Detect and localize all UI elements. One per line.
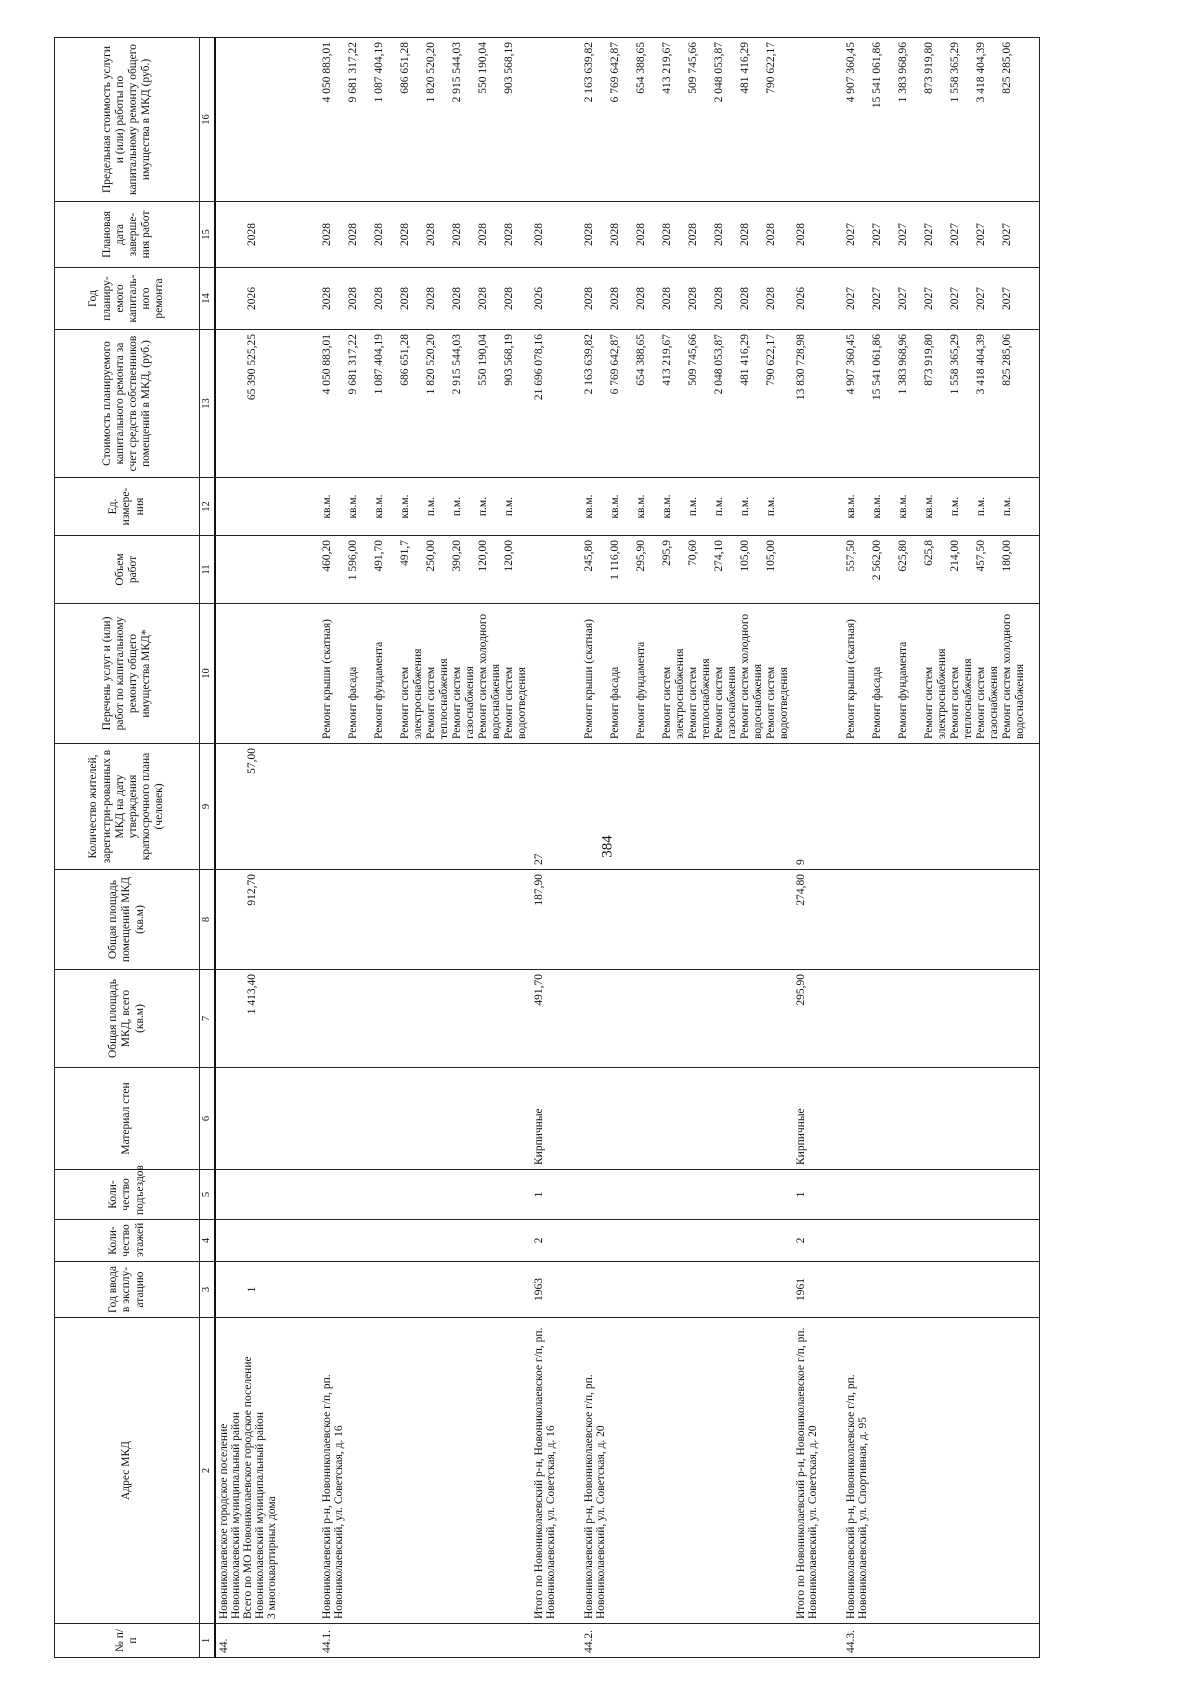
work-unit: [843, 478, 1039, 536]
table-body: [215, 38, 1039, 1658]
column-number: 16: [200, 38, 216, 202]
house-row: [843, 38, 1039, 1658]
work-unit-value: кв.м.: [609, 494, 621, 519]
total-area: 295,90: [793, 970, 843, 1068]
header-row: [55, 38, 200, 1658]
work-limit-value: 825 285,06: [1001, 42, 1013, 94]
total-entrances: 1: [793, 1170, 843, 1220]
work-unit-value: п.м.: [451, 496, 463, 517]
work-name: Ремонт систем холодного водоснабжения: [739, 613, 764, 739]
empty-cell: [843, 970, 1039, 1068]
empty-cell: [581, 970, 793, 1068]
intro-cost: 65 390 525,25: [215, 330, 319, 478]
work-year-value: 2028: [661, 287, 673, 310]
header-cell-10: Перечень услуг и (или) работ по капитальному ремонту общего имущества МКД*: [55, 604, 200, 744]
work-volume: [843, 536, 1039, 604]
work-limit-value: 790 622,17: [765, 42, 777, 94]
work-unit-value: кв.м.: [923, 494, 935, 519]
work-finish: [319, 202, 531, 268]
intro-number: 44.: [215, 1624, 319, 1658]
work-cost-value: 825 285,06: [1001, 334, 1013, 386]
total-repair-year: 2026: [793, 268, 843, 330]
work-year-value: 2028: [687, 287, 699, 310]
work-finish-value: 2028: [687, 223, 699, 246]
work-year-value: 2028: [765, 287, 777, 310]
work-year-value: 2028: [321, 287, 333, 310]
house-total-row: [531, 38, 581, 1658]
work-volume-value: 120,00: [477, 540, 489, 572]
work-name: Ремонт крыши (скатная): [321, 619, 333, 739]
work-volume-value: 120,00: [503, 540, 515, 572]
work-cost-value: 413 219,67: [661, 334, 673, 386]
work-finish-value: 2028: [477, 223, 489, 246]
work-year-value: 2028: [373, 287, 385, 310]
work-year-value: 2028: [399, 287, 411, 310]
work-year-value: 2027: [845, 287, 857, 310]
house-number: 44.2.: [581, 1624, 793, 1658]
work-finish-value: 2028: [373, 223, 385, 246]
total-premises-area: 274,80: [793, 870, 843, 970]
capital-repair-table: [54, 37, 1040, 1658]
work-unit-value: кв.м.: [347, 494, 359, 519]
empty-cell: [581, 1170, 793, 1220]
work-name: Ремонт фасада: [347, 666, 359, 739]
work-volume-value: 457,50: [975, 540, 987, 572]
total-material: Кирпичные: [793, 1068, 843, 1170]
work-unit-value: п.м.: [687, 496, 699, 517]
column-number: 2: [200, 1318, 216, 1624]
work-year: [581, 268, 793, 330]
work-year-value: 2027: [975, 287, 987, 310]
intro-year: 1: [215, 1262, 319, 1318]
work-cost: [843, 330, 1039, 478]
work-limit-value: 873 919,80: [923, 42, 935, 94]
header-cell-6: Материал стен: [55, 1068, 200, 1170]
work-year-value: 2028: [503, 287, 515, 310]
work-volume-value: 70,60: [687, 540, 699, 566]
work-finish-value: 2028: [583, 223, 595, 246]
empty-cell: [581, 1262, 793, 1318]
work-cost-value: 790 622,17: [765, 334, 777, 386]
work-limit-value: 15 541 061,86: [871, 42, 883, 109]
work-volume-value: 625,8: [923, 540, 935, 566]
work-limit: [319, 38, 531, 202]
work-cost-value: 4 907 360,45: [845, 334, 857, 395]
empty-cell: [843, 1262, 1039, 1318]
header-cell-13: Стоимость планируемого капитального ремонта за счет средств собственников помещений в МКД, (руб.): [55, 330, 200, 478]
work-name: Ремонт систем электроснабжения: [399, 648, 424, 739]
work-unit-value: п.м.: [477, 496, 489, 517]
work-cost: [319, 330, 531, 478]
work-cost-value: 2 048 053,87: [713, 334, 725, 395]
work-limit-value: 481 416,29: [739, 42, 751, 94]
work-year-value: 2028: [425, 287, 437, 310]
work-finish-value: 2028: [503, 223, 515, 246]
work-cost-value: 903 568,19: [503, 334, 515, 386]
work-finish-value: 2027: [975, 223, 987, 246]
work-volume-value: 491,7: [399, 540, 411, 566]
work-unit-value: кв.м.: [897, 494, 909, 519]
column-number: 3: [200, 1262, 216, 1318]
work-limit-value: 2 048 053,87: [713, 42, 725, 103]
column-number: 10: [200, 604, 216, 744]
work-year: [319, 268, 531, 330]
work-finish-value: 2028: [321, 223, 333, 246]
work-cost-value: 6 769 642,87: [609, 334, 621, 395]
work-finish-value: 2027: [897, 223, 909, 246]
work-year-value: 2028: [713, 287, 725, 310]
work-unit-value: п.м.: [713, 496, 725, 517]
work-limit-value: 686 651,28: [399, 42, 411, 94]
work-name: Ремонт фундамента: [635, 641, 647, 739]
empty-cell: [531, 604, 581, 744]
work-volume-value: 460,20: [321, 540, 333, 572]
total-cost: 13 830 728,98: [793, 330, 843, 478]
work-list: [581, 604, 793, 744]
empty-cell: [843, 1170, 1039, 1220]
work-cost-value: 686 651,28: [399, 334, 411, 386]
work-finish-value: 2028: [425, 223, 437, 246]
work-name: Ремонт систем холодного водоснабжения: [1001, 613, 1026, 739]
work-limit-value: 2 915 544,03: [451, 42, 463, 103]
empty-cell: [319, 1220, 531, 1262]
work-finish-value: 2028: [713, 223, 725, 246]
column-number: 4: [200, 1220, 216, 1262]
header-cell-4: Коли-чество этажей: [55, 1220, 200, 1262]
header-cell-1: № п/п: [55, 1624, 200, 1658]
work-year-value: 2028: [477, 287, 489, 310]
work-limit-value: 4 050 883,01: [321, 42, 333, 103]
work-unit-value: п.м.: [503, 496, 515, 517]
work-cost-value: 9 681 317,22: [347, 334, 359, 395]
work-finish-value: 2027: [949, 223, 961, 246]
total-label: Итого по Новониколаевский р-н, Новониколаевское г/п, рп. Новониколаевский, ул. Советская, д. 20: [793, 1318, 843, 1624]
column-number: 6: [200, 1068, 216, 1170]
work-limit-value: 654 388,65: [635, 42, 647, 94]
work-name: Ремонт систем газоснабжения: [975, 666, 1000, 739]
header-cell-3: Год ввода в эксплу-атацию: [55, 1262, 200, 1318]
work-year-value: 2028: [347, 287, 359, 310]
empty-cell: [793, 536, 843, 604]
work-volume-value: 295,90: [635, 540, 647, 572]
empty-cell: [319, 1068, 531, 1170]
empty-cell: [531, 38, 581, 202]
column-number: 5: [200, 1170, 216, 1220]
work-cost-value: 2 163 639,82: [583, 334, 595, 395]
total-finish-year: 2028: [793, 202, 843, 268]
work-finish-value: 2027: [1001, 223, 1013, 246]
work-volume-value: 625,80: [897, 540, 909, 572]
empty-cell: [531, 536, 581, 604]
column-number: 8: [200, 870, 216, 970]
work-cost-value: 654 388,65: [635, 334, 647, 386]
work-year-value: 2028: [635, 287, 647, 310]
work-volume-value: 2 562,00: [871, 540, 883, 581]
work-year: [843, 268, 1039, 330]
work-year-value: 2028: [739, 287, 751, 310]
intro-line: Новониколаевский муниципальный район: [254, 1411, 266, 1619]
work-limit: [581, 38, 793, 202]
work-name: Ремонт систем газоснабжения: [713, 666, 738, 739]
intro-premises-area: 912,70: [215, 870, 319, 970]
house-number: 44.3.: [843, 1624, 1039, 1658]
empty-cell: [581, 1220, 793, 1262]
total-year: 1961: [793, 1262, 843, 1318]
work-name: Ремонт систем теплоснабжения: [425, 658, 450, 739]
rotated-page: [54, 38, 1146, 1658]
work-volume-value: 295,9: [661, 540, 673, 566]
empty-cell: [531, 478, 581, 536]
work-cost-value: 2 915 544,03: [451, 334, 463, 395]
intro-total-area: 1 413,40: [215, 970, 319, 1068]
house-row: [581, 38, 793, 1658]
work-cost-value: 550 190,04: [477, 334, 489, 386]
work-unit-value: кв.м.: [845, 494, 857, 519]
total-finish-year: 2028: [531, 202, 581, 268]
work-cost-value: 1 820 520,20: [425, 334, 437, 395]
intro-finish-year: 2028: [215, 202, 319, 268]
house-address: Новониколаевский р-н, Новониколаевское г/п, рп. Новониколаевский, ул. Советская, д. 20: [581, 1318, 793, 1624]
work-limit-value: 3 418 404,39: [975, 42, 987, 103]
work-cost-value: 4 050 883,01: [321, 334, 333, 395]
district-intro-row: [215, 38, 319, 1658]
intro-line: 3 многоквартирных дома: [266, 1496, 278, 1619]
header-cell-12: Ед. измере-ния: [55, 478, 200, 536]
work-unit-value: п.м.: [1001, 496, 1013, 517]
work-limit-value: 550 190,04: [477, 42, 489, 94]
work-limit-value: 1 383 968,96: [897, 42, 909, 103]
work-name: Ремонт фасада: [871, 666, 883, 739]
page-number: 384: [599, 835, 616, 858]
work-unit-value: кв.м.: [871, 494, 883, 519]
work-limit-value: 2 163 639,82: [583, 42, 595, 103]
column-number: 13: [200, 330, 216, 478]
work-cost: [581, 330, 793, 478]
work-unit-value: п.м.: [765, 496, 777, 517]
work-cost-value: 481 416,29: [739, 334, 751, 386]
work-year-value: 2027: [1001, 287, 1013, 310]
intro-line: Новониколаевский муниципальный район: [230, 1411, 242, 1619]
work-year-value: 2027: [949, 287, 961, 310]
work-unit: [319, 478, 531, 536]
total-floors: 2: [531, 1220, 581, 1262]
work-finish-value: 2028: [347, 223, 359, 246]
work-unit-value: кв.м.: [399, 494, 411, 519]
work-finish: [581, 202, 793, 268]
work-limit-value: 6 769 642,87: [609, 42, 621, 103]
work-unit-value: п.м.: [949, 496, 961, 517]
empty-cell: [843, 1068, 1039, 1170]
work-volume-value: 250,00: [425, 540, 437, 572]
total-repair-year: 2026: [531, 268, 581, 330]
work-volume: [319, 536, 531, 604]
empty-cell: [581, 1068, 793, 1170]
work-volume: [581, 536, 793, 604]
work-name: Ремонт крыши (скатная): [583, 619, 595, 739]
header-cell-14: Год планиру-емого капиталь-ного ремонта: [55, 268, 200, 330]
work-volume-value: 1 116,00: [609, 540, 621, 580]
work-cost-value: 15 541 061,86: [871, 334, 883, 401]
work-limit-value: 1 087 404,19: [373, 42, 385, 103]
work-unit-value: п.м.: [425, 496, 437, 517]
empty-cell: [319, 970, 531, 1068]
total-entrances: 1: [531, 1170, 581, 1220]
work-finish-value: 2028: [399, 223, 411, 246]
work-volume-value: 180,00: [1001, 540, 1013, 572]
intro-repair-year: 2026: [215, 268, 319, 330]
house-row: [319, 38, 531, 1658]
intro-residents: 57,00: [215, 744, 319, 870]
header-cell-7: Общая площадь МКД, всего (кв.м): [55, 970, 200, 1068]
total-residents: 27: [531, 744, 581, 870]
column-number: 15: [200, 202, 216, 268]
work-year-value: 2027: [871, 287, 883, 310]
work-limit-value: 4 907 360,45: [845, 42, 857, 103]
work-name: Ремонт систем электроснабжения: [661, 648, 686, 739]
work-volume-value: 274,10: [713, 540, 725, 572]
total-cost: 21 696 078,16: [531, 330, 581, 478]
work-volume-value: 214,00: [949, 540, 961, 572]
work-finish: [843, 202, 1039, 268]
column-number: 7: [200, 970, 216, 1068]
work-name: Ремонт крыши (скатная): [845, 619, 857, 739]
work-finish-value: 2028: [635, 223, 647, 246]
total-year: 1963: [531, 1262, 581, 1318]
work-list: [319, 604, 531, 744]
column-number: 11: [200, 536, 216, 604]
work-volume-value: 491,70: [373, 540, 385, 572]
intro-lines: [215, 1318, 319, 1624]
work-unit: [581, 478, 793, 536]
column-number: 9: [200, 744, 216, 870]
work-unit-value: кв.м.: [635, 494, 647, 519]
house-address: Новониколаевский р-н, Новониколаевское г/п, рп. Новониколаевский, ул. Спортивная, д. 95: [843, 1318, 1039, 1624]
empty-cell: [793, 38, 843, 202]
intro-line: Всего по МО Новониколаевское городское поселение: [242, 1356, 254, 1619]
work-name: Ремонт систем теплоснабжения: [949, 658, 974, 739]
work-name: Ремонт фундамента: [897, 641, 909, 739]
empty-cell: [843, 1220, 1039, 1262]
work-finish-value: 2027: [871, 223, 883, 246]
work-cost-value: 3 418 404,39: [975, 334, 987, 395]
work-name: Ремонт систем водоотведения: [503, 666, 528, 739]
work-list: [843, 604, 1039, 744]
column-number: 14: [200, 268, 216, 330]
work-finish-value: 2028: [739, 223, 751, 246]
work-volume-value: 557,50: [845, 540, 857, 572]
total-premises-area: 187,90: [531, 870, 581, 970]
header-cell-9: Количество жителей, зарегистри-рованных в МКД на дату утверждения краткосрочного плана (человек): [55, 744, 200, 870]
work-unit-value: кв.м.: [661, 494, 673, 519]
total-area: 491,70: [531, 970, 581, 1068]
work-limit: [843, 38, 1039, 202]
empty-cell: [793, 604, 843, 744]
work-name: Ремонт систем электроснабжения: [923, 648, 948, 739]
header-cell-2: Адрес МКД: [55, 1318, 200, 1624]
header-cell-16: Предельная стоимость услуги и (или) работы по капитальному ремонту общего имущества в МКД (руб.): [55, 38, 200, 202]
empty-cell: [793, 1624, 843, 1658]
empty-cell: [531, 1624, 581, 1658]
header-cell-5: Коли-чество подъездов: [55, 1170, 200, 1220]
house-address: Новониколаевский р-н, Новониколаевское г/п, рп. Новониколаевский, ул. Советская, д. 16: [319, 1318, 531, 1624]
work-year-value: 2028: [583, 287, 595, 310]
total-label: Итого по Новониколаевский р-н, Новониколаевское г/п, рп. Новониколаевский, ул. Советская, д. 16: [531, 1318, 581, 1624]
work-finish-value: 2028: [609, 223, 621, 246]
empty-cell: [319, 870, 531, 970]
work-finish-value: 2028: [451, 223, 463, 246]
empty-cell: [581, 870, 793, 970]
empty-cell: [843, 744, 1039, 870]
header-cell-11: Объем работ: [55, 536, 200, 604]
work-limit-value: 9 681 317,22: [347, 42, 359, 103]
work-cost-value: 1 558 365,29: [949, 334, 961, 395]
column-number: 12: [200, 478, 216, 536]
work-unit-value: кв.м.: [321, 494, 333, 519]
work-name: Ремонт фундамента: [373, 641, 385, 739]
work-volume-value: 390,20: [451, 540, 463, 572]
empty-cell: [319, 1262, 531, 1318]
work-unit-value: кв.м.: [583, 494, 595, 519]
work-finish-value: 2027: [923, 223, 935, 246]
work-name: Ремонт систем водоотведения: [765, 666, 790, 739]
work-limit-value: 903 568,19: [503, 42, 515, 94]
intro-line: Новониколаевское городское поселение: [218, 1423, 230, 1619]
work-name: Ремонт систем теплоснабжения: [687, 658, 712, 739]
work-limit-value: 1 558 365,29: [949, 42, 961, 103]
empty-cell: [319, 1170, 531, 1220]
empty-cell: [581, 744, 793, 870]
work-name: Ремонт систем холодного водоснабжения: [477, 613, 502, 739]
work-volume-value: 245,80: [583, 540, 595, 572]
work-limit-value: 509 745,66: [687, 42, 699, 94]
work-year-value: 2028: [609, 287, 621, 310]
house-number: 44.1.: [319, 1624, 531, 1658]
work-limit-value: 413 219,67: [661, 42, 673, 94]
work-cost-value: 873 919,80: [923, 334, 935, 386]
work-name: Ремонт фасада: [609, 666, 621, 739]
work-year-value: 2028: [451, 287, 463, 310]
empty-cell: [319, 744, 531, 870]
total-floors: 2: [793, 1220, 843, 1262]
house-total-row: [793, 38, 843, 1658]
work-volume-value: 105,00: [765, 540, 777, 572]
empty-cell: [843, 870, 1039, 970]
work-finish-value: 2027: [845, 223, 857, 246]
work-cost-value: 509 745,66: [687, 334, 699, 386]
column-number: 1: [200, 1624, 216, 1658]
work-unit-value: п.м.: [739, 496, 751, 517]
work-name: Ремонт систем газоснабжения: [451, 666, 476, 739]
work-finish-value: 2028: [765, 223, 777, 246]
column-number-row: [200, 38, 216, 1658]
total-residents: 9: [793, 744, 843, 870]
header-cell-15: Плановая дата заверше-ния работ: [55, 202, 200, 268]
work-year-value: 2027: [897, 287, 909, 310]
work-volume-value: 105,00: [739, 540, 751, 572]
work-unit-value: кв.м.: [373, 494, 385, 519]
work-limit-value: 1 820 520,20: [425, 42, 437, 103]
work-volume-value: 1 596,00: [347, 540, 359, 581]
empty-cell: [793, 478, 843, 536]
header-cell-8: Общая площадь помещений МКД (кв.м): [55, 870, 200, 970]
work-finish-value: 2028: [661, 223, 673, 246]
work-year-value: 2027: [923, 287, 935, 310]
work-cost-value: 1 087 404,19: [373, 334, 385, 395]
work-cost-value: 1 383 968,96: [897, 334, 909, 395]
work-unit-value: п.м.: [975, 496, 987, 517]
total-material: Кирпичные: [531, 1068, 581, 1170]
